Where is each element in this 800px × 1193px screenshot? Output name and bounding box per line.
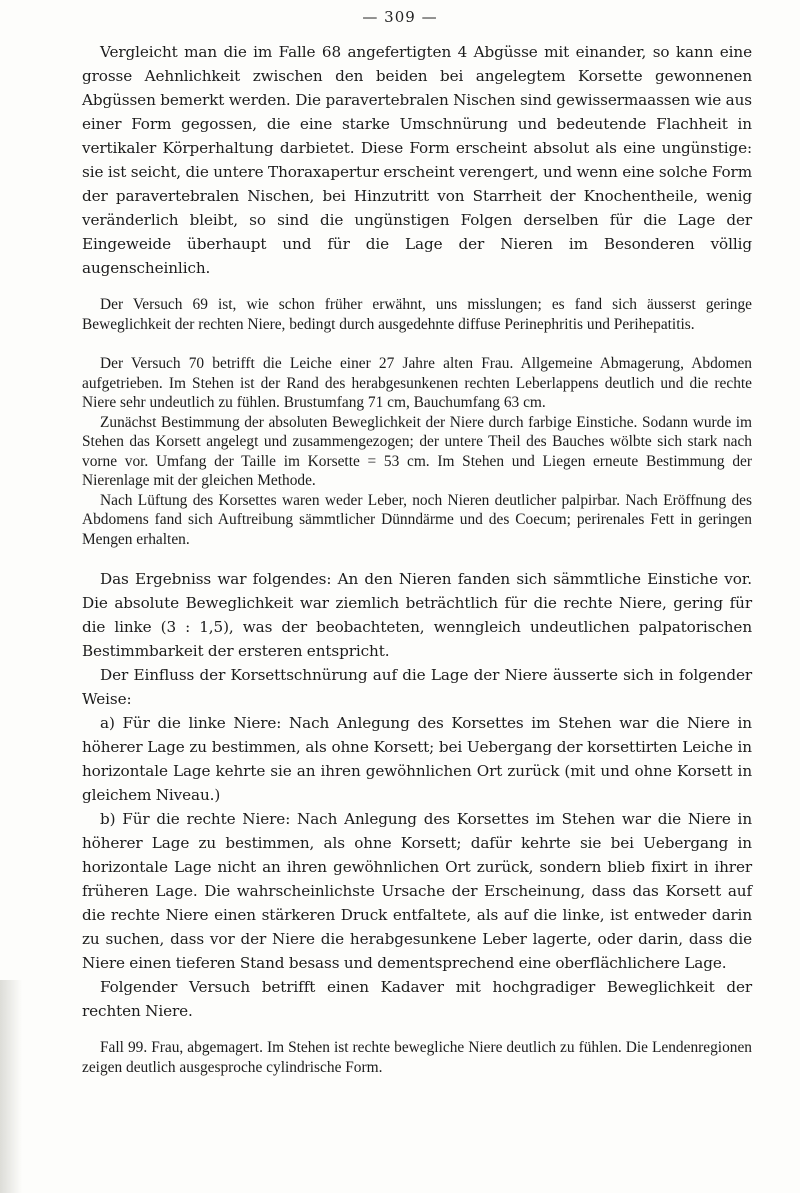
paragraph-lueftung: Nach Lüftung des Korsettes waren weder Leber, noch Nieren deutlicher palpirbar. Nach Eröffnung des Abdomens fand sich Auftreibung sämmtlicher Dünndärme und des Coecum; perirenales Fett in geringen Mengen erhalten. (82, 491, 752, 548)
paragraph-versuch-70: Der Versuch 70 betrifft die Leiche einer 27 Jahre alten Frau. Allgemeine Abmagerung, Abdomen aufgetrieben. Im Stehen ist der Rand des herabgesunkenen rechten Leberlappens deutlich und die rechte Niere sehr undeutlich zu fühlen. Brustumfang 71 cm, Bauchumfang 63 cm. (82, 355, 752, 411)
page-edge-shadow (0, 980, 22, 1193)
paragraph-folgender-versuch: Folgender Versuch betrifft einen Kadaver mit hochgradiger Beweglichkeit der rechten Niere. (82, 978, 752, 1020)
paragraph-einfluss: Der Einfluss der Korsettschnürung auf die Lage der Niere äusserte sich in folgender Weise: (82, 666, 752, 708)
paragraph-comparison: Vergleicht man die im Falle 68 angefertigten 4 Abgüsse mit einander, so kann eine grosse Aehnlichkeit zwischen den beiden bei angelegtem Korsette gewonnenen Abgüssen bemerkt werden. Die paravertebralen Nischen sind gewissermaassen wie aus einer Form gegossen, die eine starke Umschnürung und bedeutende Flachheit in vertikaler Körperhaltung darbietet. Diese Form erscheint absolut als eine ungünstige: sie ist seicht, die untere Thoraxapertur erscheint verengert, und wenn eine solche Form der paravertebralen Nischen, bei Hinzutritt von Starrheit der Knochentheile, wenig veränderlich bleibt, so sind die ungünstigen Folgen derselben für die Lage der Eingeweide überhaupt und für die Lage der Nieren im Besonderen völlig augenscheinlich. (82, 43, 752, 277)
paragraph-bestimmung: Zunächst Bestimmung der absoluten Beweglichkeit der Niere durch farbige Einstiche. Sodann wurde im Stehen das Korsett angelegt und zusammengezogen; der untere Theil des Bauches wölbte sich stark nach vorne vor. Umfang der Taille im Korsette = 53 cm. Im Stehen und Liegen erneute Bestimmung der Nierenlage mit der gleichen Methode. (82, 413, 752, 489)
paragraph-fall-99: Fall 99. Frau, abgemagert. Im Stehen ist rechte bewegliche Niere deutlich zu fühlen. Die Lendenregionen zeigen deutlich ausgesproche cylindrische Form. (82, 1039, 752, 1076)
paragraph-ergebniss: Das Ergebniss war folgendes: An den Nieren fanden sich sämmtliche Einstiche vor. Die absolute Beweglichkeit war ziemlich beträchtlich für die rechte Niere, gering für die linke (3 : 1,5), was der beobachteten, wenngleich undeutlichen palpatorischen Bestimmbarkeit der ersteren entspricht. (82, 570, 752, 660)
list-item-rechte-niere: b) Für die rechte Niere: Nach Anlegung des Korsettes im Stehen war die Niere in höherer Lage zu bestimmen, als ohne Korsett; dafür kehrte sie bei Uebergang in horizontale Lage nicht an ihren gewöhnlichen Ort zurück, sondern blieb fixirt in ihrer früheren Lage. Die wahrscheinlichste Ursache der Erscheinung, dass das Korsett auf die rechte Niere einen stärkeren Druck entfaltete, als auf die linke, ist entweder darin zu suchen, dass vor der Niere die herabgesunkene Leber lagerte, oder darin, dass die Niere einen tieferen Stand besass und dementsprechend eine oberflächlichere Lage. (82, 810, 752, 972)
page-body (82, 40, 752, 1077)
page-number: — 309 — (362, 8, 438, 26)
list-item-linke-niere: a) Für die linke Niere: Nach Anlegung des Korsettes im Stehen war die Niere in höherer Lage zu bestimmen, als ohne Korsett; bei Uebergang der korsettirten Leiche in horizontale Lage kehrte sie an ihren gewöhnlichen Ort zurück (mit und ohne Korsett in gleichem Niveau.) (82, 714, 752, 804)
paragraph-versuch-69: Der Versuch 69 ist, wie schon früher erwähnt, uns misslungen; es fand sich äusserst geringe Beweglichkeit der rechten Niere, bedingt durch ausgedehnte diffuse Perinephritis und Perihepatitis. (82, 296, 752, 333)
